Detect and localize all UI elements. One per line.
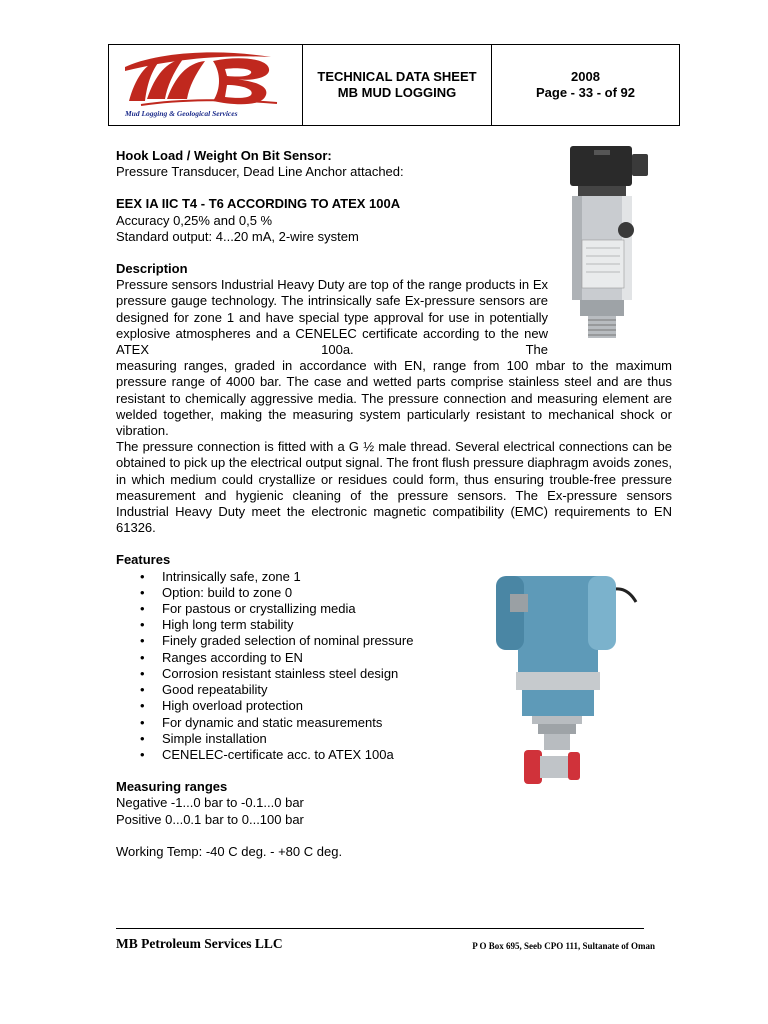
feature-item: • Option: build to zone 0 — [116, 585, 672, 601]
description-paragraph-1a: Pressure sensors Industrial Heavy Duty are top of the range products in Ex pressure gauge technology. The intrinsically safe Ex-pressure sensors are designed for zone 1 and have special type approval for use in potentially explosive atmospheres and a CENELEC certificate according to the new ATEX 100a. The — [116, 277, 548, 358]
document-year: 2008 — [571, 69, 600, 84]
feature-item: • High overload protection — [116, 698, 672, 714]
footer-address: P O Box 695, Seeb CPO 111, Sultanate of Oman — [472, 941, 655, 951]
page-info-cell — [492, 45, 679, 125]
description-paragraph-2: The pressure connection is fitted with a G ½ male thread. Several electrical connections can be obtained to pick up the electrical output signal. The front flush pressure diaphragm avoids zones, in which medium could crystallize or residues could form, thus ensuring trouble-free pressure measurement and hygienic cleaning of the pressure sensors. The Ex-pressure sensors Industrial Heavy Duty meet the electronic magnetic compatibility (EMC) requirements to EN 61326. — [116, 439, 672, 536]
document-title-cell — [303, 45, 492, 125]
mb-logo-icon — [121, 49, 291, 111]
document-subtitle: MB MUD LOGGING — [337, 85, 457, 100]
features-heading: Features — [116, 552, 171, 568]
working-temperature: Working Temp: -40 C deg. - +80 C deg. — [116, 843, 343, 859]
positive-range: Positive 0...0.1 bar to 0...100 bar — [116, 811, 304, 827]
certification-heading: EEX IA IIC T4 - T6 ACCORDING TO ATEX 100A — [116, 196, 401, 212]
feature-item: • For pastous or crystallizing media — [116, 601, 672, 617]
description-heading: Description — [116, 261, 188, 277]
feature-item: • Corrosion resistant stainless steel design — [116, 666, 672, 682]
feature-item: • Simple installation — [116, 731, 672, 747]
logo-tagline: Mud Logging & Geological Services — [125, 109, 238, 118]
document-title: TECHNICAL DATA SHEET — [317, 69, 477, 84]
measuring-ranges-heading: Measuring ranges — [116, 779, 228, 795]
feature-item: • For dynamic and static measurements — [116, 715, 672, 731]
logo-cell — [109, 45, 303, 125]
feature-item: • CENELEC-certificate acc. to ATEX 100a — [116, 747, 672, 763]
features-list — [116, 569, 672, 763]
sensor-subheading: Pressure Transducer, Dead Line Anchor attached: — [116, 164, 404, 180]
sensor-heading: Hook Load / Weight On Bit Sensor: — [116, 148, 332, 163]
accuracy-text: Accuracy 0,25% and 0,5 % — [116, 212, 273, 228]
page-number: Page - 33 - of 92 — [536, 85, 635, 100]
negative-range: Negative -1...0 bar to -0.1...0 bar — [116, 795, 304, 811]
feature-item: • High long term stability — [116, 617, 672, 633]
header-table — [108, 44, 680, 126]
feature-item: • Ranges according to EN — [116, 650, 672, 666]
document-body — [116, 148, 672, 860]
footer-divider — [116, 928, 644, 929]
feature-item: • Good repeatability — [116, 682, 672, 698]
output-text: Standard output: 4...20 mA, 2-wire system — [116, 228, 359, 244]
description-paragraph-1b: measuring ranges, graded in accordance with EN, range from 100 mbar to the maximum pressure range of 4000 bar. The case and wetted parts comprise stainless steel and are thus resistant to chemically aggressive media. The pressure connection and measuring element are welded together, making the measuring system particularly resistant to mechanical shock or vibration. — [116, 358, 672, 439]
feature-item: • Intrinsically safe, zone 1 — [116, 569, 672, 585]
footer-company: MB Petroleum Services LLC — [116, 936, 283, 951]
feature-item: • Finely graded selection of nominal pressure — [116, 633, 672, 649]
